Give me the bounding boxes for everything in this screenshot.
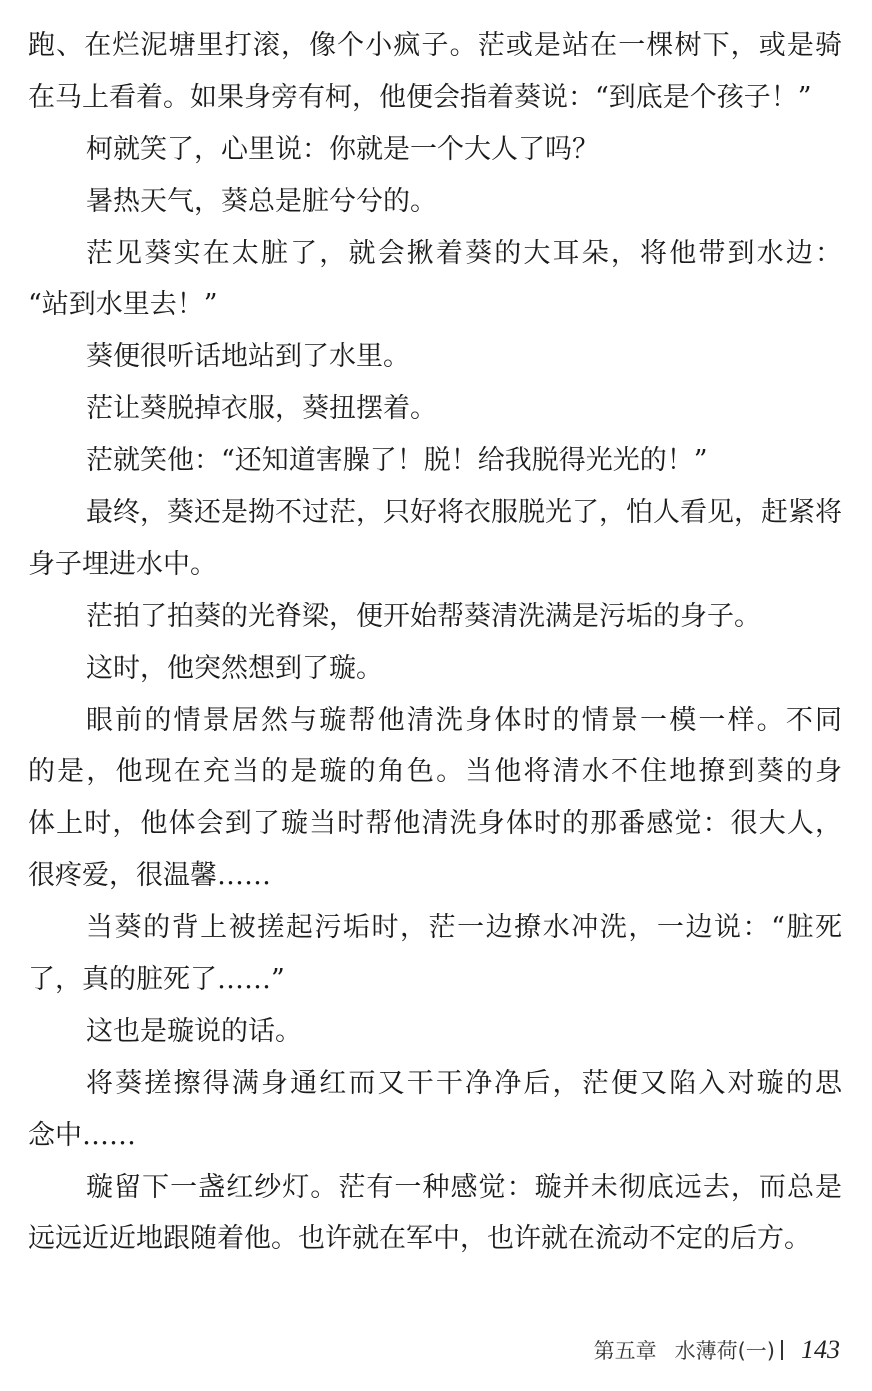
text-line: 跑、在烂泥塘里打滚，像个小疯子。茫或是站在一棵树下，或是骑	[28, 30, 842, 61]
text-line: 体上时，他体会到了璇当时帮他清洗身体时的那番感觉：很大人，	[28, 808, 842, 840]
text-line: 璇留下一盏红纱灯。茫有一种感觉：璇并未彻底远去，而总是	[86, 1171, 842, 1203]
paragraph	[28, 902, 842, 1006]
text-line: 远远近近地跟随着他。也许就在军中，也许就在流动不定的后方。	[28, 1223, 811, 1255]
paragraph	[28, 20, 842, 124]
text-line: 的是，他现在充当的是璇的角色。当他将清水不住地撩到葵的身	[28, 756, 842, 788]
text-line: 葵便很听话地站到了水里。	[86, 341, 410, 373]
text-line: 将葵搓擦得满身通红而又干干净净后，茫便又陷入对璇的思	[86, 1067, 842, 1099]
paragraph	[28, 695, 842, 903]
paragraph	[28, 435, 842, 487]
paragraph	[28, 1058, 842, 1162]
paragraph	[28, 383, 842, 435]
text-line: 茫拍了拍葵的光脊梁，便开始帮葵清洗满是污垢的身子。	[86, 600, 761, 632]
body-text	[28, 20, 842, 1265]
paragraph	[28, 643, 842, 695]
paragraph	[28, 591, 842, 643]
text-line: 很疼爱，很温馨……	[28, 860, 271, 892]
text-line: 念中……	[28, 1119, 136, 1151]
text-line: 了，真的脏死了……”	[28, 964, 285, 996]
paragraph	[28, 228, 842, 332]
text-line: 当葵的背上被搓起污垢时，茫一边撩水冲洗，一边说：“脏死	[86, 912, 842, 944]
text-line: 眼前的情景居然与璇帮他清洗身体时的情景一模一样。不同	[86, 704, 842, 736]
text-line: 柯就笑了，心里说：你就是一个大人了吗？	[86, 133, 599, 165]
text-line: 暑热天气，葵总是脏兮兮的。	[86, 185, 437, 217]
text-line: 茫就笑他：“还知道害臊了！脱！给我脱得光光的！”	[86, 445, 708, 477]
footer-divider	[781, 1340, 783, 1360]
paragraph	[28, 331, 842, 383]
text-line: 这也是璇说的话。	[86, 1015, 302, 1047]
paragraph	[28, 487, 842, 591]
text-line: 茫让葵脱掉衣服，葵扭摆着。	[86, 393, 437, 425]
text-line: 最终，葵还是拗不过茫，只好将衣服脱光了，怕人看见，赶紧将	[86, 497, 842, 529]
paragraph	[28, 1006, 842, 1058]
paragraph	[28, 1162, 842, 1266]
text-line: 在马上看着。如果身旁有柯，他便会指着葵说：“到底是个孩子！”	[28, 81, 812, 113]
chapter-label: 第五章	[593, 1339, 657, 1363]
text-line: 茫见葵实在太脏了，就会揪着葵的大耳朵，将他带到水边：	[86, 237, 842, 269]
paragraph	[28, 176, 842, 228]
page-footer	[594, 1330, 840, 1370]
text-line: 这时，他突然想到了璇。	[86, 652, 383, 684]
text-line: 身子埋进水中。	[28, 548, 217, 580]
page-number: 143	[801, 1335, 840, 1364]
text-line: “站到水里去！”	[28, 289, 218, 321]
paragraph	[28, 124, 842, 176]
chapter-title: 水薄荷(一)	[674, 1339, 775, 1363]
